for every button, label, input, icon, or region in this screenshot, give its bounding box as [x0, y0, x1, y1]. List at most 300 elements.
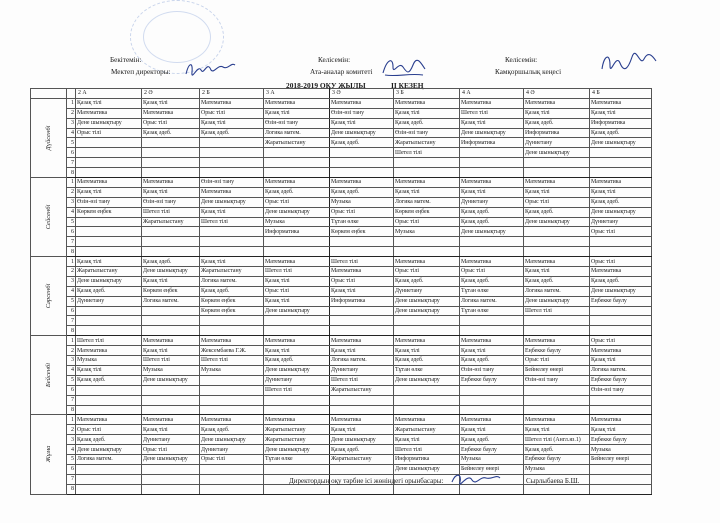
lesson-row	[31, 187, 652, 197]
subject-cell	[264, 464, 330, 474]
subject-cell: Математика	[394, 257, 460, 267]
subject-cell: Орыс тілі	[264, 286, 330, 296]
subject-cell: Қазақ тілі	[200, 118, 264, 128]
lesson-row	[31, 445, 652, 455]
subject-cell	[590, 306, 652, 316]
subject-cell: Дене шынықтыру	[76, 118, 142, 128]
subject-cell	[200, 158, 264, 168]
subject-cell: Өзін-өзі тану	[460, 365, 524, 375]
subject-cell	[590, 237, 652, 247]
subject-cell: Математика	[264, 257, 330, 267]
subject-cell	[264, 395, 330, 405]
board-signature	[598, 49, 660, 77]
subject-cell	[142, 247, 200, 257]
subject-cell	[142, 148, 200, 158]
subject-cell: Қазақ тілі	[394, 108, 460, 118]
subject-cell: Қазақ тілі	[524, 108, 590, 118]
subject-cell: Математика	[200, 336, 264, 346]
subject-cell	[590, 405, 652, 415]
subject-cell	[394, 395, 460, 405]
subject-cell	[330, 326, 394, 336]
subject-cell	[142, 464, 200, 474]
lesson-row	[31, 425, 652, 435]
subject-cell: Шетел тілі (Англ.яз.1)	[524, 435, 590, 445]
subject-cell: Шетел тілі	[264, 385, 330, 395]
subject-cell	[142, 326, 200, 336]
lesson-number: 3	[67, 197, 76, 207]
subject-cell: Математика	[460, 98, 524, 108]
subject-cell: Дүниетану	[142, 435, 200, 445]
subject-cell	[460, 148, 524, 158]
subject-cell: Дене шынықтыру	[394, 464, 460, 474]
subject-cell: Шетел тілі	[142, 207, 200, 217]
lesson-row	[31, 217, 652, 227]
subject-cell	[76, 395, 142, 405]
subject-cell	[142, 158, 200, 168]
lesson-row	[31, 356, 652, 366]
subject-cell: Қазақ тілі	[590, 356, 652, 366]
subject-cell: Жаратылыстану	[394, 425, 460, 435]
subject-cell: Жексембаева Г.Ж.	[200, 346, 264, 356]
subject-cell: Математика	[264, 98, 330, 108]
subject-cell	[394, 326, 460, 336]
subject-cell: Математика	[330, 98, 394, 108]
subject-cell: Бейнелеу өнері	[590, 454, 652, 464]
subject-cell: Қазақ тілі	[264, 346, 330, 356]
subject-cell: Математика	[142, 336, 200, 346]
subject-cell: Қазақ тілі	[460, 187, 524, 197]
subject-cell	[76, 474, 142, 484]
subject-cell: Қазақ әдеб.	[142, 257, 200, 267]
subject-cell: Дүниетану	[200, 445, 264, 455]
lesson-row	[31, 464, 652, 474]
lesson-number: 4	[67, 286, 76, 296]
subject-cell	[460, 405, 524, 415]
subject-cell: Дене шынықтыру	[394, 375, 460, 385]
lesson-number: 5	[67, 217, 76, 227]
subject-cell	[200, 138, 264, 148]
lesson-number: 7	[67, 395, 76, 405]
subject-cell	[330, 464, 394, 474]
center-role-label: Ата-аналар комитеті	[310, 68, 373, 76]
subject-cell: Информатика	[460, 138, 524, 148]
subject-cell: Математика	[524, 98, 590, 108]
right-agreed-label: Келісемін:	[505, 56, 538, 64]
subject-cell: Өзін-өзі тану	[394, 128, 460, 138]
lesson-number: 1	[67, 257, 76, 267]
subject-cell: Қазақ әдеб.	[524, 276, 590, 286]
subject-cell: Дене шынықтыру	[330, 435, 394, 445]
subject-cell: Дүниетану	[330, 365, 394, 375]
subject-cell: Дене шынықтыру	[200, 435, 264, 445]
subject-cell: Қазақ әдеб.	[330, 445, 394, 455]
lesson-row	[31, 118, 652, 128]
subject-cell: Шетел тілі	[460, 108, 524, 118]
subject-cell: Қазақ әдеб.	[460, 207, 524, 217]
subject-cell: Шетел тілі	[394, 148, 460, 158]
subject-cell	[330, 148, 394, 158]
subject-cell	[330, 168, 394, 178]
subject-cell: Еңбекке баулу	[460, 375, 524, 385]
subject-cell: Жаратылыстану	[394, 138, 460, 148]
lesson-row	[31, 207, 652, 217]
lesson-number: 6	[67, 306, 76, 316]
subject-cell: Математика	[524, 415, 590, 425]
subject-cell	[460, 158, 524, 168]
subject-cell: Шетел тілі	[264, 267, 330, 277]
subject-cell: Қазақ тілі	[264, 108, 330, 118]
subject-cell: Өзін-өзі тану	[590, 385, 652, 395]
day-name: Дүйсенбі	[44, 125, 52, 151]
lesson-number: 1	[67, 98, 76, 108]
lesson-number: 6	[67, 148, 76, 158]
subject-cell: Көркем еңбек	[142, 286, 200, 296]
subject-cell: Математика	[330, 178, 394, 188]
subject-cell: Орыс тілі	[590, 257, 652, 267]
subject-cell: Дүниетану	[264, 375, 330, 385]
lesson-row	[31, 98, 652, 108]
subject-cell	[394, 247, 460, 257]
subject-cell: Дене шынықтыру	[524, 217, 590, 227]
subject-cell: Жаратылыстану	[264, 138, 330, 148]
lesson-number: 2	[67, 108, 76, 118]
subject-cell: Орыс тілі	[264, 197, 330, 207]
lesson-row	[31, 484, 652, 494]
class-header: 3 Б	[394, 89, 460, 99]
subject-cell: Орыс тілі	[142, 118, 200, 128]
subject-cell: Математика	[76, 346, 142, 356]
subject-cell: Шетел тілі	[142, 356, 200, 366]
subject-cell: Тұтан өлке	[394, 365, 460, 375]
lesson-number: 2	[67, 187, 76, 197]
subject-cell	[590, 247, 652, 257]
subject-cell: Қазақ әдеб.	[264, 356, 330, 366]
subject-cell: Логика матем.	[394, 197, 460, 207]
center-agreed-label: Келісемін:	[318, 56, 351, 64]
left-agreed-label: Бекітемін:	[110, 56, 142, 64]
subject-cell: Математика	[590, 267, 652, 277]
lesson-row	[31, 197, 652, 207]
subject-cell: Математика	[590, 98, 652, 108]
lesson-row	[31, 316, 652, 326]
subject-cell: Математика	[330, 336, 394, 346]
subject-cell	[76, 138, 142, 148]
committee-signature	[379, 55, 427, 81]
subject-cell: Еңбекке баулу	[590, 296, 652, 306]
subject-cell	[330, 316, 394, 326]
subject-cell	[524, 227, 590, 237]
subject-cell: Қазақ тілі	[330, 118, 394, 128]
subject-cell: Дүниетану	[524, 138, 590, 148]
subject-cell: Логика матем.	[330, 356, 394, 366]
subject-cell: Математика	[142, 108, 200, 118]
subject-cell	[142, 306, 200, 316]
subject-cell: Дене шынықтыру	[264, 306, 330, 316]
subject-cell: Қазақ тілі	[330, 286, 394, 296]
subject-cell	[460, 385, 524, 395]
subject-cell	[142, 227, 200, 237]
lesson-row	[31, 108, 652, 118]
subject-cell: Еңбекке баулу	[460, 445, 524, 455]
subject-cell: Орыс тілі	[76, 128, 142, 138]
subject-cell: Орыс тілі	[200, 108, 264, 118]
lesson-number: 5	[67, 454, 76, 464]
subject-cell	[330, 484, 394, 494]
subject-cell: Қазақ тілі	[524, 425, 590, 435]
subject-cell: Орыс тілі	[142, 445, 200, 455]
title-term: II КЕЗЕҢ	[391, 81, 424, 90]
subject-cell: Шетел тілі	[524, 306, 590, 316]
lesson-number: 6	[67, 464, 76, 474]
subject-cell	[142, 474, 200, 484]
subject-cell: Дүниетану	[76, 296, 142, 306]
lesson-number: 1	[67, 336, 76, 346]
subject-cell	[524, 405, 590, 415]
subject-cell: Математика	[394, 336, 460, 346]
subject-cell	[394, 405, 460, 415]
lesson-row	[31, 435, 652, 445]
lesson-row	[31, 276, 652, 286]
class-header: 4 Б	[590, 89, 652, 99]
subject-cell: Қазақ тілі	[142, 425, 200, 435]
subject-cell: Орыс тілі	[200, 454, 264, 464]
subject-cell	[330, 247, 394, 257]
right-role-label: Камқоршылық кеңесі	[495, 68, 562, 76]
lesson-row	[31, 128, 652, 138]
subject-cell: Қазақ әдеб.	[200, 425, 264, 435]
subject-cell: Қазақ тілі	[142, 98, 200, 108]
subject-cell: Дене шынықтыру	[76, 276, 142, 286]
subject-cell: Қазақ әдеб.	[460, 217, 524, 227]
subject-cell: Шетел тілі	[330, 257, 394, 267]
subject-cell: Орыс тілі	[394, 217, 460, 227]
subject-cell	[394, 385, 460, 395]
subject-cell: Математика	[590, 346, 652, 356]
subject-cell: Математика	[590, 178, 652, 188]
subject-cell: Дене шынықтыру	[394, 296, 460, 306]
subject-cell	[590, 395, 652, 405]
lesson-number: 8	[67, 484, 76, 494]
subject-cell	[76, 464, 142, 474]
subject-cell	[200, 484, 264, 494]
subject-cell	[264, 247, 330, 257]
class-header: 3 Ә	[330, 89, 394, 99]
subject-cell	[590, 484, 652, 494]
day-label	[31, 336, 67, 415]
subject-cell: Логика матем.	[264, 128, 330, 138]
lesson-number: 2	[67, 425, 76, 435]
subject-cell: Математика	[76, 415, 142, 425]
subject-cell	[200, 385, 264, 395]
day-name: Жұма	[44, 446, 52, 463]
subject-cell	[394, 158, 460, 168]
subject-cell: Көркем еңбек	[200, 306, 264, 316]
lesson-row	[31, 148, 652, 158]
subject-cell: Орыс тілі	[590, 227, 652, 237]
subject-cell: Еңбекке баулу	[590, 435, 652, 445]
lesson-number: 4	[67, 207, 76, 217]
subject-cell: Математика	[460, 257, 524, 267]
subject-cell: Қазақ әдеб.	[394, 276, 460, 286]
lesson-row	[31, 247, 652, 257]
subject-cell	[142, 316, 200, 326]
subject-cell: Қазақ әдеб.	[394, 356, 460, 366]
day-name: Сейсенбі	[44, 204, 52, 230]
lesson-number: 5	[67, 296, 76, 306]
subject-cell: Қазақ әдеб.	[330, 138, 394, 148]
lesson-number: 8	[67, 168, 76, 178]
subject-cell: Қазақ әдеб.	[460, 356, 524, 366]
subject-cell: Математика	[460, 336, 524, 346]
subject-cell: Математика	[460, 178, 524, 188]
subject-cell: Өзін-өзі тану	[200, 178, 264, 188]
lesson-number: 8	[67, 247, 76, 257]
subject-cell: Дене шынықтыру	[590, 207, 652, 217]
subject-cell	[590, 326, 652, 336]
subject-cell	[524, 247, 590, 257]
subject-cell	[590, 316, 652, 326]
subject-cell: Қазақ тілі	[142, 187, 200, 197]
subject-cell: Дене шынықтыру	[142, 267, 200, 277]
subject-cell	[142, 237, 200, 247]
subject-cell	[590, 148, 652, 158]
subject-cell: Еңбекке баулу	[524, 346, 590, 356]
subject-cell: Қазақ тілі	[76, 365, 142, 375]
subject-cell	[142, 168, 200, 178]
subject-cell: Қазақ тілі	[200, 257, 264, 267]
subject-cell: Орыс тілі	[330, 276, 394, 286]
subject-cell: Дене шынықтыру	[524, 148, 590, 158]
subject-cell: Жаратылыстану	[76, 267, 142, 277]
subject-cell: Математика	[524, 178, 590, 188]
subject-cell: Дене шынықтыру	[264, 365, 330, 375]
subject-cell: Дүниетану	[394, 286, 460, 296]
lesson-number: 3	[67, 118, 76, 128]
subject-cell	[394, 316, 460, 326]
subject-cell	[76, 168, 142, 178]
subject-cell: Дене шынықтыру	[524, 296, 590, 306]
lesson-row	[31, 178, 652, 188]
subject-cell: Қазақ әдеб.	[200, 128, 264, 138]
subject-cell: Қазақ тілі	[76, 187, 142, 197]
subject-cell: Музыка	[76, 356, 142, 366]
subject-cell: Қазақ әдеб.	[76, 375, 142, 385]
subject-cell: Еңбекке баулу	[590, 375, 652, 385]
lesson-row	[31, 415, 652, 425]
subject-cell: Музыка	[590, 445, 652, 455]
lesson-number: 6	[67, 227, 76, 237]
subject-cell: Жаратылыстану	[264, 435, 330, 445]
subject-cell: Орыс тілі	[524, 356, 590, 366]
day-label	[31, 98, 67, 177]
lesson-row	[31, 375, 652, 385]
subject-cell: Шетел тілі	[76, 336, 142, 346]
lesson-number: 7	[67, 237, 76, 247]
subject-cell: Шетел тілі	[394, 445, 460, 455]
subject-cell	[590, 158, 652, 168]
title-year: 2018-2019 ОҚУ ЖЫЛЫ	[286, 81, 366, 90]
subject-cell	[200, 375, 264, 385]
subject-cell	[76, 405, 142, 415]
subject-cell: Қазақ әдеб.	[524, 445, 590, 455]
subject-cell	[394, 168, 460, 178]
subject-cell: Қазақ әдеб.	[76, 286, 142, 296]
subject-cell: Қазақ тілі	[142, 276, 200, 286]
subject-cell: Өзін-өзі тану	[76, 197, 142, 207]
subject-cell	[264, 405, 330, 415]
subject-cell	[200, 148, 264, 158]
lesson-row	[31, 168, 652, 178]
subject-cell: Дене шынықтыру	[142, 454, 200, 464]
subject-cell: Дене шынықтыру	[330, 128, 394, 138]
subject-cell: Жаратылыстану	[142, 217, 200, 227]
subject-cell: Дене шынықтыру	[142, 375, 200, 385]
subject-cell: Қазақ тілі	[590, 187, 652, 197]
subject-cell: Қазақ тілі	[330, 346, 394, 356]
subject-cell: Өзін-өзі тану	[524, 375, 590, 385]
subject-cell	[76, 237, 142, 247]
subject-cell: Қазақ тілі	[524, 187, 590, 197]
lesson-number: 4	[67, 365, 76, 375]
subject-cell	[524, 237, 590, 247]
director-signature	[183, 58, 238, 80]
subject-cell: Информатика	[524, 128, 590, 138]
subject-cell: Қазақ әдеб.	[142, 128, 200, 138]
subject-cell: Математика	[590, 415, 652, 425]
subject-cell	[142, 385, 200, 395]
class-header: 4 Ә	[524, 89, 590, 99]
lesson-number: 5	[67, 375, 76, 385]
subject-cell	[76, 484, 142, 494]
subject-cell	[76, 326, 142, 336]
subject-cell: Қазақ әдеб.	[460, 435, 524, 445]
subject-cell: Дене шынықтыру	[394, 306, 460, 316]
subject-cell: Логика матем.	[200, 276, 264, 286]
lesson-row	[31, 395, 652, 405]
subject-cell	[264, 158, 330, 168]
subject-cell: Математика	[394, 178, 460, 188]
subject-cell	[460, 247, 524, 257]
subject-cell: Музыка	[394, 227, 460, 237]
subject-cell: Шетел тілі	[200, 356, 264, 366]
lesson-number: 3	[67, 356, 76, 366]
subject-cell: Дене шынықтыру	[200, 197, 264, 207]
subject-cell: Математика	[394, 98, 460, 108]
subject-cell: Математика	[264, 336, 330, 346]
subject-cell	[200, 237, 264, 247]
subject-cell	[200, 474, 264, 484]
subject-cell: Музыка	[264, 217, 330, 227]
subject-cell: Дүниетану	[590, 217, 652, 227]
subject-cell	[142, 138, 200, 148]
subject-cell: Логика матем.	[590, 365, 652, 375]
lesson-row	[31, 405, 652, 415]
lesson-row	[31, 385, 652, 395]
subject-cell: Дене шынықтыру	[264, 207, 330, 217]
subject-cell: Информатика	[590, 118, 652, 128]
subject-cell	[590, 464, 652, 474]
lesson-number: 4	[67, 128, 76, 138]
subject-cell	[200, 326, 264, 336]
subject-cell: Математика	[524, 257, 590, 267]
subject-cell	[76, 316, 142, 326]
subject-cell: Математика	[394, 415, 460, 425]
subject-cell: Еңбекке баулу	[524, 454, 590, 464]
subject-cell: Математика	[200, 98, 264, 108]
subject-cell: Өзін-өзі тану	[264, 118, 330, 128]
subject-cell	[460, 395, 524, 405]
subject-cell: Логика матем.	[142, 296, 200, 306]
